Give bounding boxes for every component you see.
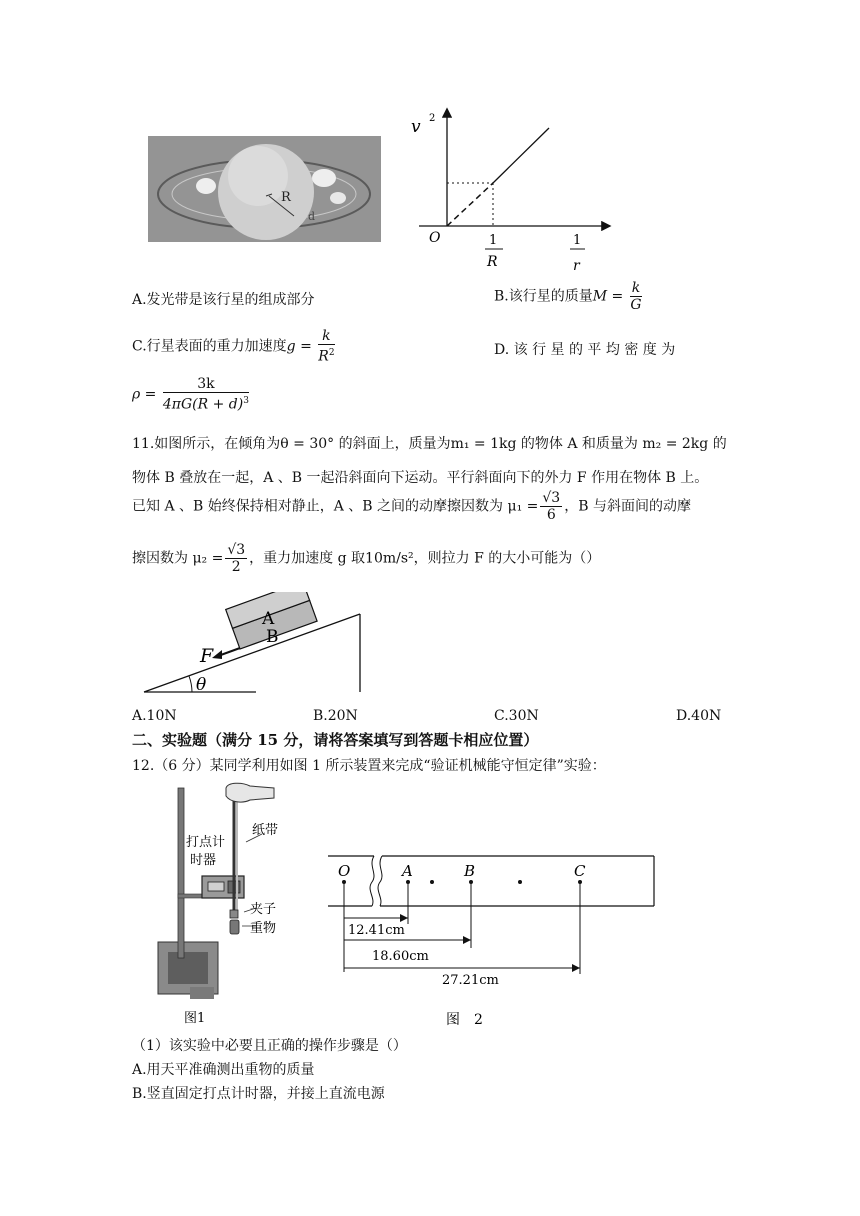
graph-x2-den: r — [573, 258, 580, 274]
label-timer-1: 打点计 — [186, 835, 226, 850]
graph-x1-num: 1 — [489, 233, 498, 248]
section-2-heading: 二、实验题（满分 15 分，请将答案填写到答题卡相应位置） — [132, 731, 539, 749]
block-b-label: B — [266, 627, 279, 647]
v2-graph — [405, 106, 615, 276]
tape-point-c: C — [574, 862, 586, 880]
tape-figure — [322, 852, 658, 1032]
fig2-caption: 图 2 — [446, 1012, 483, 1028]
label-tape: 纸带 — [252, 823, 279, 838]
label-clip: 夹子 — [250, 902, 277, 917]
stand-pole — [178, 788, 184, 958]
q11-option-a: A.10N — [132, 708, 177, 724]
q12-sub-1: （1）该实验中必要且正确的操作步骤是（） — [132, 1038, 407, 1054]
clip — [230, 910, 238, 918]
planet-label-r: R — [281, 190, 291, 205]
q11-option-d: D.40N — [676, 708, 722, 724]
label-timer-2: 时器 — [190, 853, 217, 868]
q11-line-1: 11.如图所示，在倾角为θ = 30° 的斜面上，质量为m₁ = 1kg 的物体 A 和质量为 m₂ = 2kg 的 — [132, 436, 727, 452]
q12-intro: 12.（6 分）某同学利用如图 1 所示装置来完成“验证机械能守恒定律”实验： — [132, 758, 606, 774]
label-weight: 重物 — [250, 921, 277, 936]
graph-origin: O — [429, 230, 441, 246]
q11-line-4: 擦因数为 μ₂ = $\frac{√3}{2}$ ，重力加速度 g 取10m/s²，则拉力 F 的大小可能为（） — [132, 542, 601, 575]
apparatus-figure — [150, 782, 295, 1030]
q10-option-a: A.发光带是该行星的组成部分 — [132, 292, 315, 308]
tape-point-a: A — [402, 862, 413, 880]
planet-label-d: d — [308, 210, 316, 223]
graph-y-label: v — [411, 117, 421, 137]
tape-dist-2: 18.60cm — [372, 949, 429, 964]
q11-line-2: 物体 B 叠放在一起，A 、B 一起沿斜面向下运动。平行斜面向下的外力 F 作用在物体 B 上。 — [132, 470, 709, 486]
q11-line-3: 已知 A 、B 始终保持相对静止，A 、B 之间的动摩擦因数为 μ₁ = $\frac{√3}{6}$ ，B 与斜面间的动摩 — [132, 490, 691, 523]
q10-option-c: C.行星表面的重力加速度g = $\frac{k}{R^2}$ — [132, 328, 335, 365]
hand — [226, 783, 274, 802]
q11-option-b: B.20N — [313, 708, 358, 724]
weight — [230, 920, 239, 934]
tape-point-o: O — [338, 862, 351, 880]
tape-dist-3: 27.21cm — [442, 973, 499, 988]
angle-label: θ — [196, 675, 207, 695]
graph-dashed-line — [447, 183, 493, 226]
q10-option-d-formula: ρ = $\frac{3k}{4\pi G(R + d)^3}$ — [132, 376, 249, 413]
tape-point-b: B — [464, 862, 476, 880]
graph-solid-line — [493, 128, 549, 183]
planet-photo — [148, 136, 381, 242]
graph-y-sup: 2 — [429, 113, 436, 124]
q11-option-c: C.30N — [494, 708, 539, 724]
incline-figure — [140, 592, 370, 700]
tape-dist-1: 12.41cm — [348, 923, 405, 938]
graph-x2-num: 1 — [573, 233, 582, 248]
q10-option-b: B.该行星的质量M = $\frac{k}{G}$ — [494, 280, 642, 313]
force-label: F — [200, 645, 214, 667]
fig1-caption: 图1 — [184, 1011, 206, 1026]
q10-option-d: D. 该 行 星 的 平 均 密 度 为 — [494, 342, 676, 358]
q12-option-a: A.用天平准确测出重物的质量 — [132, 1062, 315, 1078]
block-a-label: A — [262, 609, 275, 629]
q12-option-b: B.竖直固定打点计时器，并接上直流电源 — [132, 1086, 385, 1102]
graph-x1-den: R — [487, 254, 498, 270]
